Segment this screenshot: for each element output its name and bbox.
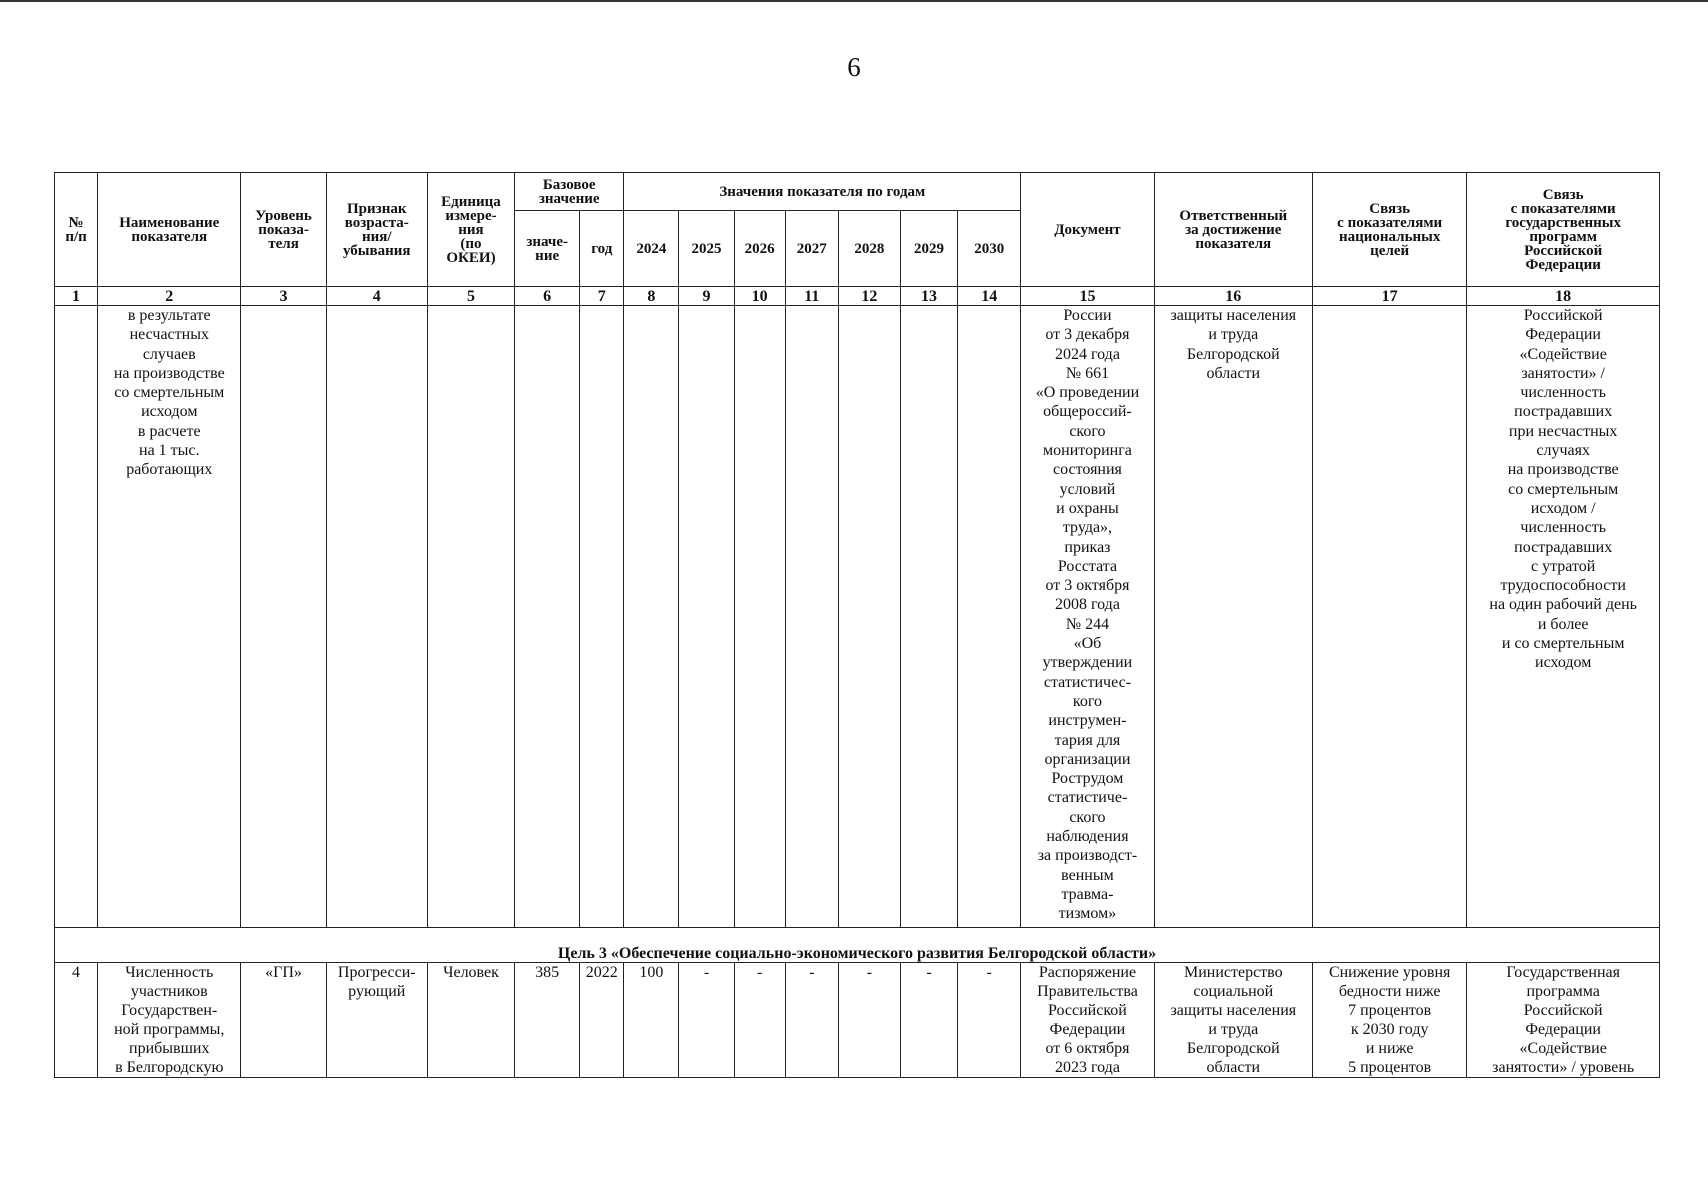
cell-state-programs: Государственная программа Российской Федерации «Содействие занятости» / уровень (1467, 963, 1660, 1078)
cell-responsible: Министерство социальной защиты населения и труда Белгородской области (1154, 963, 1312, 1078)
header-year: 2028 (838, 211, 900, 287)
cell-year-value (958, 306, 1021, 928)
column-number: 3 (241, 287, 326, 306)
column-number: 1 (55, 287, 98, 306)
column-number: 5 (427, 287, 514, 306)
cell-year-value: - (900, 963, 957, 1078)
cell-year-value (734, 306, 785, 928)
column-number: 13 (900, 287, 957, 306)
column-number-row (55, 287, 1660, 306)
cell-document: России от 3 декабря 2024 года № 661 «О проведении общероссий- ского мониторинга состояния условий и охраны труда», приказ Росстата от 3 октября 2008 года № 244 «Об утверждении статистичес- кого инструмен- тария для организации Рострудом статистиче- ского наблюдения за производст- венным травма- тизмом» (1021, 306, 1154, 928)
cell-level: «ГП» (241, 963, 326, 1078)
cell-year-value: - (734, 963, 785, 1078)
header-base-value: значе- ние (515, 211, 580, 287)
column-number: 9 (679, 287, 734, 306)
cell-level (241, 306, 326, 928)
column-number: 12 (838, 287, 900, 306)
header-base-year: год (580, 211, 624, 287)
column-number: 6 (515, 287, 580, 306)
header-year: 2025 (679, 211, 734, 287)
column-number: 8 (624, 287, 679, 306)
cell-no (55, 306, 98, 928)
cell-base-year (580, 306, 624, 928)
cell-unit (427, 306, 514, 928)
header-year: 2029 (900, 211, 957, 287)
cell-year-value (785, 306, 838, 928)
header-name: Наименование показателя (98, 173, 241, 287)
column-number: 14 (958, 287, 1021, 306)
cell-year-value (679, 306, 734, 928)
cell-document: Распоряжение Правительства Российской Федерации от 6 октября 2023 года (1021, 963, 1154, 1078)
cell-year-value (624, 306, 679, 928)
header-values-by-years: Значения показателя по годам (624, 173, 1021, 211)
cell-sign: Прогресси- рующий (326, 963, 427, 1078)
goal-row (55, 928, 1660, 963)
cell-base-year: 2022 (580, 963, 624, 1078)
cell-year-value: - (679, 963, 734, 1078)
header-level: Уровень показа- теля (241, 173, 326, 287)
cell-year-value (838, 306, 900, 928)
cell-year-value: - (838, 963, 900, 1078)
header-state-programs: Связь с показателями государственных программ Российской Федерации (1467, 173, 1660, 287)
header-no: № п/п (55, 173, 98, 287)
cell-base-value: 385 (515, 963, 580, 1078)
column-number: 4 (326, 287, 427, 306)
goal-title: Цель 3 «Обеспечение социально-экономического развития Белгородской области» (55, 928, 1660, 963)
cell-national-goals: Снижение уровня бедности ниже 7 процентов к 2030 году и ниже 5 процентов (1312, 963, 1466, 1078)
top-border-line (0, 0, 1708, 2)
cell-year-value: 100 (624, 963, 679, 1078)
header-responsible: Ответственный за достижение показателя (1154, 173, 1312, 287)
column-number: 11 (785, 287, 838, 306)
header-national-goals: Связь с показателями национальных целей (1312, 173, 1466, 287)
cell-unit: Человек (427, 963, 514, 1078)
column-number: 2 (98, 287, 241, 306)
header-year: 2030 (958, 211, 1021, 287)
column-number: 15 (1021, 287, 1154, 306)
page-number: 6 (847, 52, 861, 82)
cell-no: 4 (55, 963, 98, 1078)
cell-year-value (900, 306, 957, 928)
column-number: 18 (1467, 287, 1660, 306)
column-number: 17 (1312, 287, 1466, 306)
indicators-table (54, 172, 1660, 1078)
cell-national-goals (1312, 306, 1466, 928)
cell-name: Численность участников Государствен- ной программы, прибывших в Белгородскую (98, 963, 241, 1078)
cell-year-value: - (958, 963, 1021, 1078)
column-number: 16 (1154, 287, 1312, 306)
cell-base-value (515, 306, 580, 928)
cell-state-programs: Российской Федерации «Содействие занятости» / численность пострадавших при несчастных случаях на производстве со смертельным исходом / численность пострадавших с утратой трудоспособности на один рабочий день и более и со смертельным исходом (1467, 306, 1660, 928)
header-document: Документ (1021, 173, 1154, 287)
header-base: Базовое значение (515, 173, 624, 211)
header-year: 2027 (785, 211, 838, 287)
continuation-row (55, 306, 1660, 928)
header-unit: Единица измере- ния (по ОКЕИ) (427, 173, 514, 287)
cell-sign (326, 306, 427, 928)
header-row-1 (55, 173, 1660, 211)
cell-name: в результате несчастных случаев на производстве со смертельным исходом в расчете на 1 тыс. работающих (98, 306, 241, 928)
column-number: 10 (734, 287, 785, 306)
cell-responsible: защиты населения и труда Белгородской области (1154, 306, 1312, 928)
column-number: 7 (580, 287, 624, 306)
header-year: 2024 (624, 211, 679, 287)
header-sign: Признак возраста- ния/ убывания (326, 173, 427, 287)
header-year: 2026 (734, 211, 785, 287)
table-row (55, 963, 1660, 1078)
cell-year-value: - (785, 963, 838, 1078)
